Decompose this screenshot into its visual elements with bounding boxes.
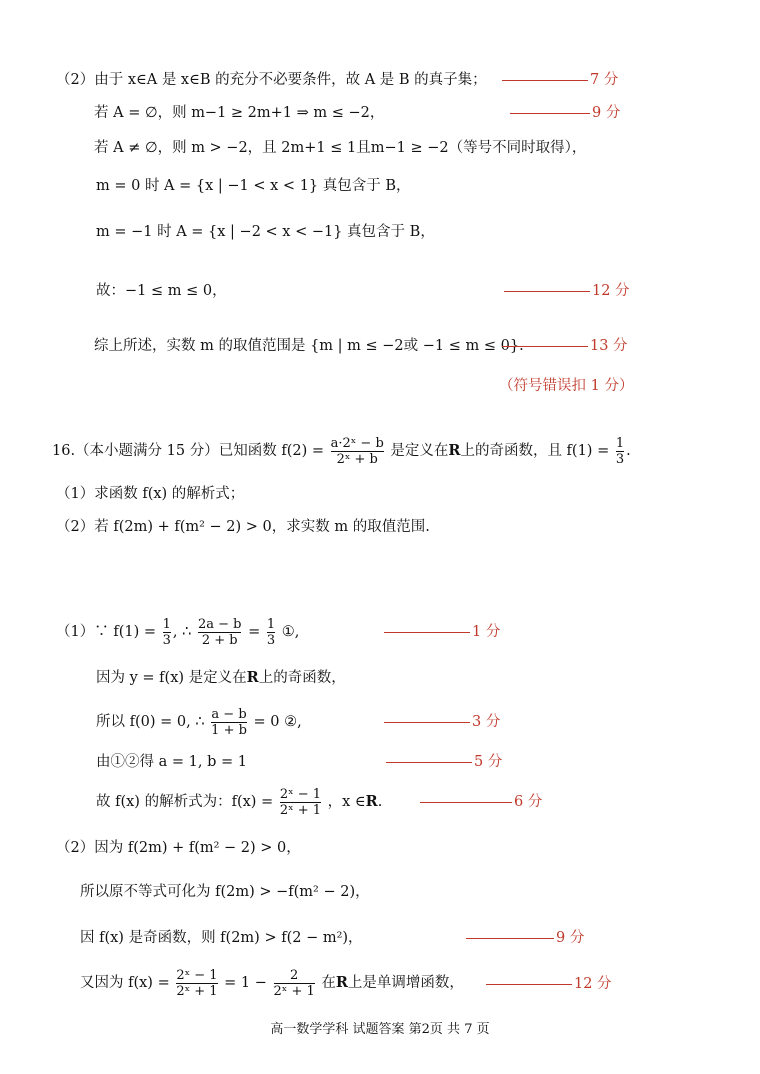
score-mark-7: 7 分 [502,70,618,90]
sol16-2-line-2: 所以原不等式可化为 f(2m) > −f(m² − 2)， [80,884,370,900]
score-mark-13: 13 分 [502,336,628,356]
sol16-1-line-2: 因为 y = f(x) 是定义在R上的奇函数， [96,669,346,686]
q15-line-7: 综上所述，实数 m 的取值范围是 {m | m ≤ −2或 −1 ≤ m ≤ 0}. [94,338,524,354]
score-mark-9: 9 分 [510,103,620,123]
deduction-note: （符号错误扣 1 分） [499,378,634,394]
q16-sub-question-1: （1）求函数 f(x) 的解析式； [56,486,245,502]
score-mark-6: 6 分 [420,792,542,812]
score-mark-1: 1 分 [384,622,500,642]
q15-line-2: 若 A = ∅，则 m−1 ≥ 2m+1 ⇒ m ≤ −2， [94,105,385,121]
q16-stem-fraction: $\frac{\text{a·2ˣ − b}}{\text{2ˣ + b}}$ [330,435,384,467]
sol16-1-line-1: （1）∵ f(1) = $\frac{1}{3}$ , ∴ $\frac{2a - b}{2 + b}$ = $\frac{1}{3}$ ①, [56,616,300,648]
score-mark-9b: 9 分 [466,928,584,948]
sol16-2-line-4: 又因为 f(x) = $\frac{\text{2ˣ − 1}}{\text{2ˣ + 1}}$ = 1 − $\frac{2}{\text{2ˣ + 1}}$ 在R上是单调增函数， [80,967,464,999]
q15-line-5: m = −1 时 A = {x | −2 < x < −1} 真包含于 B， [96,224,435,240]
sol16-1-line-4: 由①②得 a = 1, b = 1 [96,754,247,770]
score-mark-12: 12 分 [504,281,630,301]
sol16-1-line-5: 故 f(x) 的解析式为：f(x) = $\frac{\text{2ˣ − 1}}{\text{2ˣ + 1}}$ ，x ∈R. [96,786,383,818]
q16-stem-prefix: 16.（本小题满分 15 分）已知函数 f(2) = [52,443,325,459]
sol16-2-line-3: 因 f(x) 是奇函数，则 f(2m) > f(2 − m²)， [80,930,363,946]
q15-line-1: （2）由于 x∈A 是 x∈B 的充分不必要条件，故 A 是 B 的真子集； [56,72,487,88]
q15-line-4: m = 0 时 A = {x | −1 < x < 1} 真包含于 B， [96,178,411,194]
sol16-1-line-3: 所以 f(0) = 0, ∴ $\frac{a - b}{1 + b}$ = 0 ②, [96,706,302,738]
q15-line-6: 故：−1 ≤ m ≤ 0， [96,283,227,299]
q16-stem-f1-fraction: $\frac{1}{3}$ [615,435,625,467]
q16-stem: 16.（本小题满分 15 分）已知函数 f(2) = $\frac{\text{a·2ˣ − b}}{\text{2ˣ + b}}$ 是定义在R上的奇函数，且 f(1) = $\frac{1}{3}$ . [52,435,631,467]
q15-line-3: 若 A ≠ ∅，则 m > −2，且 2m+1 ≤ 1且m−1 ≥ −2（等号不同时取得）， [94,140,587,156]
sol16-2-line-1: （2）因为 f(2m) + f(m² − 2) > 0， [56,840,301,856]
score-mark-12b: 12 分 [486,974,612,994]
q16-sub-question-2: （2）若 f(2m) + f(m² − 2) > 0，求实数 m 的取值范围. [56,519,430,535]
score-mark-5: 5 分 [386,752,502,772]
score-mark-3: 3 分 [384,712,500,732]
page-footer: 高一数学学科 试题答案 第2页 共 7 页 [270,1022,490,1037]
